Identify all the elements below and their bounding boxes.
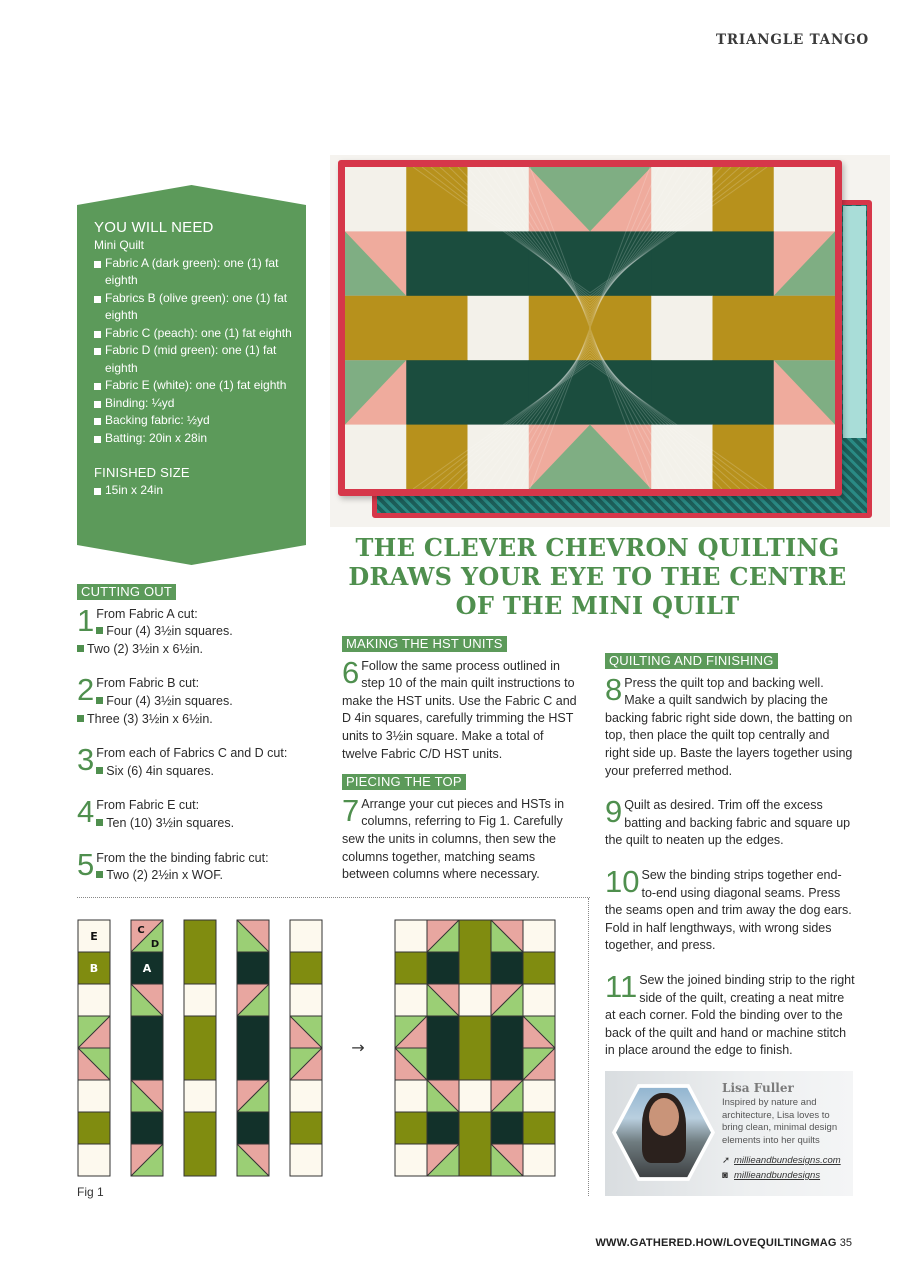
patch-e [184, 984, 216, 1016]
piecing-title: PIECING THE TOP [342, 774, 466, 790]
cursor-arrow-icon: ➚ [722, 1155, 730, 1166]
patch-b [459, 920, 491, 984]
step-number: 4 [77, 794, 95, 830]
cutting-step-1 [77, 602, 317, 659]
quilting-step-8 [605, 671, 855, 781]
quilting-title: QUILTING AND FINISHING [605, 653, 778, 669]
patch-a [237, 1016, 269, 1080]
step-text: Six (6) 4in squares. [106, 763, 214, 778]
quilt-backing-edge [843, 206, 866, 438]
patch-e [290, 984, 322, 1016]
figure-caption: Fig 1 [77, 1185, 104, 1199]
quilt-patch [774, 425, 835, 489]
quilt-patch [713, 231, 775, 296]
hst-step [342, 654, 582, 764]
step-number: 11 [605, 968, 638, 1004]
step-number: 3 [77, 742, 95, 778]
piecing-step [342, 792, 582, 884]
patch-e [459, 984, 491, 1016]
cutting-step-2 [77, 672, 317, 728]
patch-a [237, 952, 269, 984]
step-text: From Fabric E cut: [96, 798, 200, 813]
patch-e [523, 920, 555, 952]
list-item: Fabric C (peach): one (1) fat eighth [94, 325, 294, 343]
patch-b [184, 920, 216, 984]
patch-a [427, 1112, 459, 1144]
footer-url: WWW.GATHERED.HOW/LOVEQUILTINGMAG [595, 1237, 837, 1249]
list-item: Backing fabric: ½yd [94, 412, 294, 430]
patch-e [184, 1080, 216, 1112]
step-text: Three (3) 3½in x 6½in. [87, 711, 213, 726]
patch-e [78, 1080, 110, 1112]
list-item: Fabric A (dark green): one (1) fat eighth [94, 255, 294, 290]
author-photo-face [649, 1098, 679, 1136]
step-text: Press the quilt top and backing well. Make a quilt sandwich by placing the backing fabric right side down, the batting on top, then place the quilt top centrally and right side up. Baste the layers together using your preferred method. [605, 675, 853, 778]
instagram-icon: ◙ [722, 1170, 728, 1181]
quilt-patch [345, 167, 407, 232]
quilt-patch [713, 296, 775, 361]
step-text: Four (4) 3½in squares. [106, 624, 233, 639]
patch-b [290, 952, 322, 984]
patch-e [459, 1080, 491, 1112]
list-item: 15in x 24in [94, 482, 294, 500]
instagram-link[interactable] [722, 1170, 820, 1181]
list-item: Fabric D (mid green): one (1) fat eighth [94, 342, 294, 377]
patch-b [523, 1112, 555, 1144]
quilt-top [338, 160, 842, 496]
quilting-step-11 [605, 968, 855, 1060]
quilt-patch [406, 360, 468, 425]
patch-a [131, 1112, 163, 1144]
patch-a [491, 952, 523, 984]
step-text: Arrange your cut pieces and HSTs in columns, referring to Fig 1. Carefully sew the units in columns, then sew the columns together, matching seams between columns where necessary. [342, 796, 565, 882]
patch-b [184, 1016, 216, 1080]
instagram-link-text[interactable]: millieandbundesigns [734, 1170, 821, 1181]
step-text: Ten (10) 3½in squares. [106, 815, 235, 830]
website-link[interactable] [722, 1155, 841, 1166]
patch-a [491, 1016, 523, 1080]
middle-column [342, 636, 582, 884]
step-number: 9 [605, 794, 623, 830]
quilting-step-9 [605, 794, 855, 850]
running-title: TRIANGLE TANGO [715, 32, 869, 48]
step-text: Two (2) 2½in x WOF. [106, 868, 223, 883]
fabric-label-c: C [137, 925, 145, 936]
step-text: From the the binding fabric cut: [96, 850, 269, 865]
quilt-patch [345, 296, 407, 361]
you-will-need-content [94, 219, 294, 500]
step-number: 8 [605, 671, 623, 707]
patch-e [78, 984, 110, 1016]
cutting-step-5 [77, 846, 317, 885]
patch-b [78, 1112, 110, 1144]
list-item: Batting: 20in x 28in [94, 430, 294, 448]
patch-b [184, 1112, 216, 1176]
step-text: Sew the joined binding strip to the right side of the quilt, creating a neat mitre at each corner. Fold the binding over to the back of the quilt and hand or machine stitch in place around the edge to finish. [605, 972, 855, 1058]
fabric-label-e: E [90, 930, 98, 943]
step-text: From Fabric A cut: [96, 606, 198, 621]
quilt-patch [774, 167, 835, 232]
quilt-patch [406, 231, 468, 296]
quilting-step-10 [605, 863, 855, 955]
list-item: Fabric E (white): one (1) fat eighth [94, 377, 294, 395]
step-number: 10 [605, 863, 640, 899]
author-description: Inspired by nature and architecture, Lisa loves to bring clean, minimal design elements into her quilts [722, 1097, 838, 1147]
step-text: From each of Fabrics C and D cut: [96, 746, 288, 761]
patch-e [290, 1080, 322, 1112]
step-text: Quilt as desired. Trim off the excess batting and backing fabric and square up the quilt to neaten up the edges. [605, 798, 851, 848]
headline: THE CLEVER CHEVRON QUILTING DRAWS YOUR EYE TO THE CENTRE OF THE MINI QUILT [348, 533, 847, 620]
step-number: 2 [77, 672, 95, 708]
patch-e [395, 1144, 427, 1176]
quilt-patch [651, 296, 713, 361]
page-number: 35 [839, 1237, 852, 1249]
right-column [605, 653, 855, 1060]
quilt-patch [406, 296, 468, 361]
patch-e [523, 1144, 555, 1176]
patch-a [237, 1112, 269, 1144]
divider [588, 898, 589, 1196]
hst-title: MAKING THE HST UNITS [342, 636, 507, 652]
step-number: 6 [342, 654, 360, 690]
list-item: Fabrics B (olive green): one (1) fat eighth [94, 290, 294, 325]
patch-e [395, 920, 427, 952]
patch-e [78, 1144, 110, 1176]
patch-e [395, 1080, 427, 1112]
step-text: Two (2) 3½in x 6½in. [87, 641, 204, 656]
fig1-diagram [70, 910, 570, 1182]
patch-b [459, 1112, 491, 1176]
step-text: Four (4) 3½in squares. [106, 693, 233, 708]
cutting-step-4 [77, 794, 317, 832]
patch-b [395, 952, 427, 984]
patch-e [290, 1144, 322, 1176]
step-number: 7 [342, 792, 360, 828]
list-item: Binding: ¼yd [94, 395, 294, 413]
patch-a [131, 1016, 163, 1080]
footer [0, 1237, 852, 1249]
website-link-text[interactable]: millieandbundesigns.com [734, 1155, 841, 1166]
you-will-need-title: YOU WILL NEED [94, 219, 214, 236]
arrow-icon: → [351, 1038, 365, 1057]
fabric-label-d: D [150, 939, 160, 950]
step-number: 1 [77, 602, 95, 638]
quilt-patch [713, 360, 775, 425]
fabric-label-a: A [142, 962, 152, 975]
step-text: From Fabric B cut: [96, 676, 200, 691]
quilt-top-pattern [345, 167, 835, 489]
patch-a [427, 1016, 459, 1080]
patch-a [427, 952, 459, 984]
author-name: Lisa Fuller [722, 1081, 794, 1095]
quilt-patch [468, 296, 530, 361]
patch-e [523, 984, 555, 1016]
step-text: Follow the same process outlined in step 10 of the main quilt instructions to make the HST units. Use the Fabric C and D 4in squares, carefully trimming the HST units to 3½in square. Make a total of twelve Fabric C/D HST units. [342, 658, 577, 761]
patch-b [395, 1112, 427, 1144]
patch-e [290, 920, 322, 952]
patch-e [395, 984, 427, 1016]
finished-size-title: FINISHED SIZE [94, 465, 190, 480]
cutting-out-title: CUTTING OUT [77, 584, 176, 600]
step-number: 5 [77, 846, 95, 882]
cutting-out-section [77, 584, 317, 885]
patch-a [491, 1112, 523, 1144]
patch-b [459, 1016, 491, 1080]
step-text: Sew the binding strips together end-to-end using diagonal seams. Press the seams open and trim away the dog ears. Fold in half lengthways, with wrong sides together, and press. [605, 867, 852, 953]
patch-b [290, 1112, 322, 1144]
quilt-patch [774, 296, 835, 361]
patch-b [523, 952, 555, 984]
cutting-step-3 [77, 742, 317, 780]
patch-e [523, 1080, 555, 1112]
quilt-patch [468, 231, 530, 296]
quilt-patch [345, 425, 407, 489]
fabric-label-b: B [89, 962, 99, 975]
divider [77, 897, 590, 898]
you-will-need-subtitle: Mini Quilt [94, 238, 145, 252]
